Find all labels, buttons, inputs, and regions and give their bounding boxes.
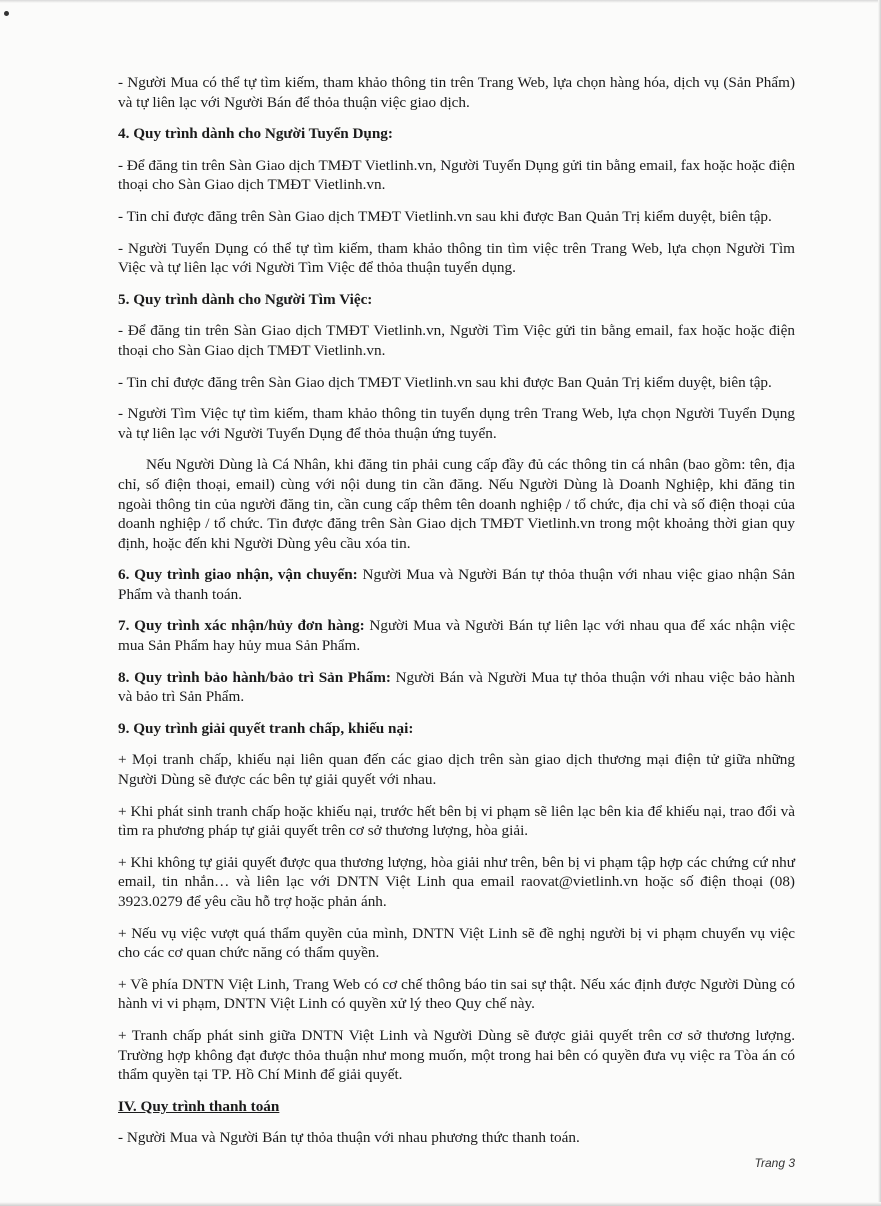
paragraph-dispute-false-info: + Về phía DNTN Việt Linh, Trang Web có cơ chế thông báo tin sai sự thật. Nếu xác định được Người Dùng có hành vi vi phạm, DNTN Việt Linh có quyền xử lý theo Quy chế này.	[118, 975, 795, 1013]
paragraph-payment-method: - Người Mua và Người Bán tự thỏa thuận với nhau phương thức thanh toán.	[118, 1129, 580, 1147]
scan-mark-dot	[4, 11, 9, 16]
page-edge-bottom	[0, 1202, 881, 1206]
heading-order-confirm-process: 7. Quy trình xác nhận/hủy đơn hàng:	[118, 617, 365, 635]
paragraph-dispute-contact: + Khi không tự giải quyết được qua thương lượng, hòa giải như trên, bên bị vi phạm tập hợp các chứng cứ như email, tin nhắn… và liên lạc với DNTN Việt Linh qua email raovat@vietlinh.vn hoặc số điện thoại (08) 3923.0279 để yêu cầu hỗ trợ hoặc phản ánh.	[118, 853, 795, 910]
warranty-process-text: Người Bán và Người Mua tự thỏa thuận với nhau việc bảo hành và bảo trì Sản Phẩm.	[118, 668, 795, 706]
page-edge-top	[0, 0, 881, 3]
heading-jobseeker-process: 5. Quy trình dành cho Người Tìm Việc:	[118, 290, 373, 308]
document-body	[118, 73, 795, 1160]
heading-delivery-process: 6. Quy trình giao nhận, vận chuyển:	[118, 566, 358, 584]
paragraph-dispute-self-resolve: + Mọi tranh chấp, khiếu nại liên quan đến các giao dịch trên sàn giao dịch thương mại điện tử giữa những Người Dùng sẽ được các bên tự giải quyết với nhau.	[118, 751, 795, 789]
heading-warranty-process: 8. Quy trình bảo hành/bảo trì Sản Phẩm:	[118, 668, 391, 686]
paragraph-user-info-requirements: Nếu Người Dùng là Cá Nhân, khi đăng tin phải cung cấp đầy đủ các thông tin cá nhân (bao gồm: tên, địa chỉ, số điện thoại, email) cùng với nội dung tin cần đăng. Nếu Người Dùng là Doanh Nghiệp, khi đăng tin ngoài thông tin của người đăng tin, cần cung cấp thêm tên doanh nghiệp / tổ chức, địa chỉ và số điện thoại của doanh nghiệp / tổ chức. Tin được đăng trên Sàn Giao dịch TMĐT Vietlinh.vn trong một khoảng thời gian quy định, hoặc đến khi Người Dùng yêu cầu xóa tin.	[118, 456, 795, 552]
paragraph-warranty-process	[118, 668, 795, 707]
page-number: Trang 3	[754, 1156, 795, 1170]
paragraph-jobseeker-review: - Tin chỉ được đăng trên Sàn Giao dịch TMĐT Vietlinh.vn sau khi được Ban Quản Trị kiểm duyệt, biên tập.	[118, 373, 772, 391]
paragraph-dispute-negotiate: + Khi phát sinh tranh chấp hoặc khiếu nại, trước hết bên bị vi phạm sẽ liên lạc bên kia để khiếu nại, trao đổi và tìm ra phương pháp tự giải quyết trên cơ sở thương lượng, hòa giải.	[118, 802, 795, 840]
heading-dispute-process: 9. Quy trình giải quyết tranh chấp, khiếu nại:	[118, 719, 414, 737]
paragraph-recruiter-post: - Để đăng tin trên Sàn Giao dịch TMĐT Vietlinh.vn, Người Tuyển Dụng gửi tin bằng email, fax hoặc hoặc điện thoại cho Sàn Giao dịch TMĐT Vietlinh.vn.	[118, 156, 795, 194]
paragraph-delivery-process	[118, 565, 795, 604]
paragraph-buyer-search: - Người Mua có thể tự tìm kiếm, tham khảo thông tin trên Trang Web, lựa chọn hàng hóa, dịch vụ (Sản Phẩm) và tự liên lạc với Người Bán để thỏa thuận việc giao dịch.	[118, 74, 795, 111]
paragraph-dispute-authorities: + Nếu vụ việc vượt quá thẩm quyền của mình, DNTN Việt Linh sẽ đề nghị người bị vi phạm chuyển vụ việc cho các cơ quan chức năng có thẩm quyền.	[118, 924, 795, 962]
paragraph-recruiter-review: - Tin chỉ được đăng trên Sàn Giao dịch TMĐT Vietlinh.vn sau khi được Ban Quản Trị kiểm duyệt, biên tập.	[118, 207, 772, 225]
paragraph-recruiter-search: - Người Tuyển Dụng có thể tự tìm kiếm, tham khảo thông tin tìm việc trên Trang Web, lựa chọn Người Tìm Việc và tự liên lạc với Người Tìm Việc để thỏa thuận tuyển dụng.	[118, 239, 795, 277]
paragraph-dispute-court: + Tranh chấp phát sinh giữa DNTN Việt Linh và Người Dùng sẽ được giải quyết trên cơ sở thương lượng. Trường hợp không đạt được thỏa thuận như mong muốn, một trong hai bên có quyền đưa vụ việc ra Tòa án có thẩm quyền tại TP. Hồ Chí Minh để giải quyết.	[118, 1026, 795, 1084]
order-confirm-text: Người Mua và Người Bán tự liên lạc với nhau qua để xác nhận việc mua Sản Phẩm hay hủy mua Sản Phẩm.	[118, 617, 795, 655]
heading-payment-process: IV. Quy trình thanh toán	[118, 1097, 280, 1115]
heading-recruiter-process: 4. Quy trình dành cho Người Tuyển Dụng:	[118, 125, 393, 143]
paragraph-jobseeker-post: - Để đăng tin trên Sàn Giao dịch TMĐT Vietlinh.vn, Người Tìm Việc gửi tin bằng email, fax hoặc hoặc điện thoại cho Sàn Giao dịch TMĐT Vietlinh.vn.	[118, 322, 795, 359]
paragraph-jobseeker-search: - Người Tìm Việc tự tìm kiếm, tham khảo thông tin tuyển dụng trên Trang Web, lựa chọn Người Tuyển Dụng và tự liên lạc với Người Tuyển Dụng để thỏa thuận ứng tuyển.	[118, 405, 795, 442]
section-payment-heading	[118, 1097, 795, 1117]
delivery-process-text: Người Mua và Người Bán tự thỏa thuận với nhau việc giao nhận Sản Phẩm và thanh toán.	[118, 566, 795, 603]
paragraph-order-confirm-process	[118, 616, 795, 655]
